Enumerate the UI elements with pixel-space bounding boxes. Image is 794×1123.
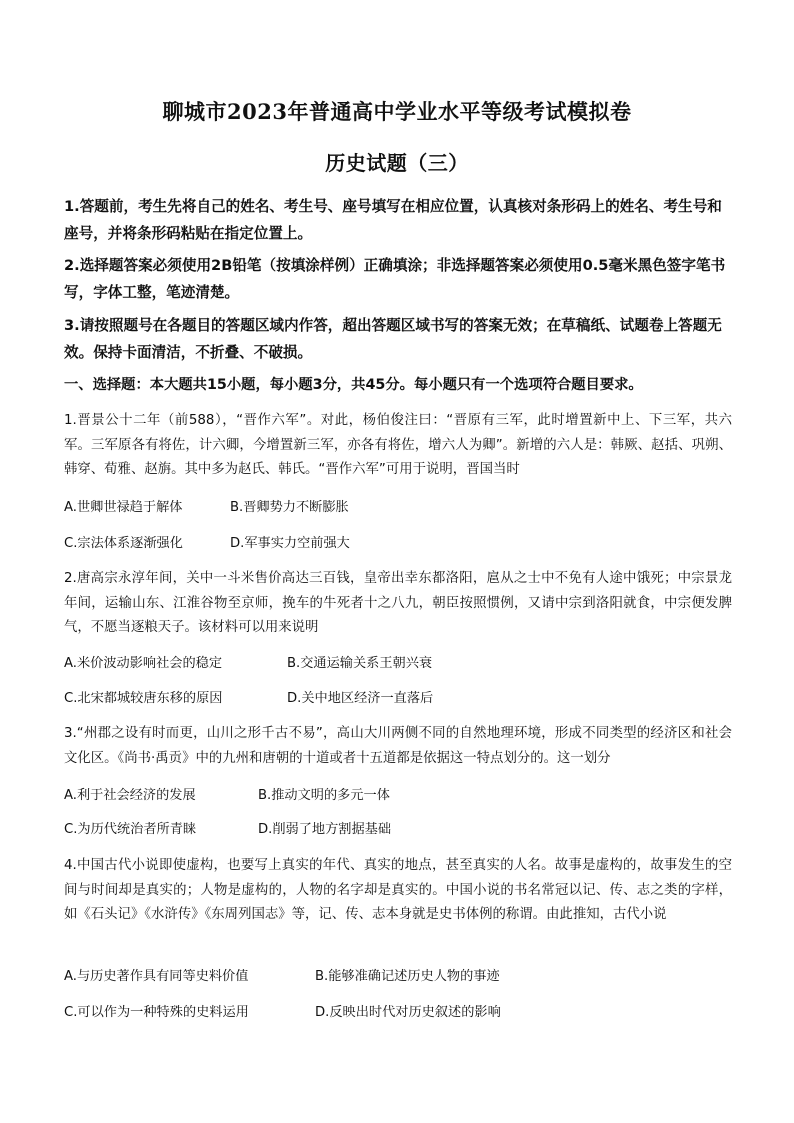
option-d: D.军事实力空前强大 bbox=[230, 536, 350, 551]
option-a: A.世卿世禄趋于解体 bbox=[64, 500, 183, 515]
option-b: B.交通运输关系王朝兴衰 bbox=[287, 656, 433, 671]
option-b: B.能够准确记述历史人物的事迹 bbox=[315, 969, 500, 984]
notice-item: 3.请按照题号在各题目的答题区域内作答，超出答题区域书写的答案无效；在草稿纸、试题卷上答题无效。保持卡面清洁，不折叠、不破损。 bbox=[64, 317, 722, 361]
exam-subtitle: 历史试题（三） bbox=[325, 151, 469, 175]
section-heading: 一、选择题：本大题共15小题，每小题3分，共45分。每小题只有一个选项符合题目要求。 bbox=[64, 377, 643, 393]
option-d: D.削弱了地方割据基础 bbox=[258, 822, 392, 837]
option-b: B.推动文明的多元一体 bbox=[258, 788, 390, 803]
question-stem: 4.中国古代小说即使虚构，也要写上真实的年代、真实的地点，甚至真实的人名。故事是虚构的，故事发生的空间与时间却是真实的；人物是虚构的，人物的名字却是真实的。中国小说的书名常冠以记、传、志之类的字样，如《石头记》《水浒传》《东周列国志》等，记、传、志本身就是史书体例的称谓。由此推知，古代小说 bbox=[64, 858, 732, 922]
option-b: B.晋卿势力不断膨胀 bbox=[230, 500, 349, 515]
question-stem: 1.晋景公十二年（前588），“晋作六军”。对此，杨伯俊注曰：“晋原有三军，此时增置新中上、下三军，共六军。三军原各有将佐，计六卿，今增置新三军，亦各有将佐，增六人为卿”。新增的六人是：韩厥、赵括、巩朔、韩穿、荀雅、赵旃。其中多为赵氏、韩氏。“晋作六军”可用于说明，晋国当时 bbox=[64, 413, 732, 477]
exam-title: 聊城市2023年普通高中学业水平等级考试模拟卷 bbox=[162, 99, 632, 124]
option-a: A.与历史著作具有同等史料价值 bbox=[64, 969, 249, 984]
option-a: A.米价波动影响社会的稳定 bbox=[64, 656, 223, 671]
option-c: C.北宋都城较唐东移的原因 bbox=[64, 691, 223, 706]
question-stem: 3.“州郡之设有时而更，山川之形千古不易”，高山大川两侧不同的自然地理环境，形成不同类型的经济区和社会文化区。《尚书·禹贡》中的九州和唐朝的十道或者十五道都是依据这一特点划分的。这一划分 bbox=[64, 726, 732, 766]
option-c: C.宗法体系逐渐强化 bbox=[64, 536, 183, 551]
notice-item: 1.答题前，考生先将自己的姓名、考生号、座号填写在相应位置，认真核对条形码上的姓名、考生号和座号，并将条形码粘贴在指定位置上。 bbox=[64, 198, 722, 242]
option-d: D.反映出时代对历史叙述的影响 bbox=[315, 1005, 501, 1020]
option-c: C.为历代统治者所青睐 bbox=[64, 822, 197, 837]
option-c: C.可以作为一种特殊的史料运用 bbox=[64, 1005, 249, 1020]
option-a: A.利于社会经济的发展 bbox=[64, 788, 196, 803]
option-d: D.关中地区经济一直落后 bbox=[287, 691, 434, 706]
question-stem: 2.唐高宗永淳年间，关中一斗米售价高达三百钱，皇帝出幸东都洛阳，扈从之士中不免有人途中饿死；中宗景龙年间，运输山东、江淮谷物至京师，挽车的牛死者十之八九，朝臣按照惯例，又请中宗到洛阳就食，中宗便发脾气，不愿当逐粮天子。该材料可以用来说明 bbox=[64, 571, 732, 635]
notice-item: 2.选择题答案必须使用2B铅笔（按填涂样例）正确填涂；非选择题答案必须使用0.5毫米黑色签字笔书写，字体工整，笔迹清楚。 bbox=[64, 257, 726, 301]
